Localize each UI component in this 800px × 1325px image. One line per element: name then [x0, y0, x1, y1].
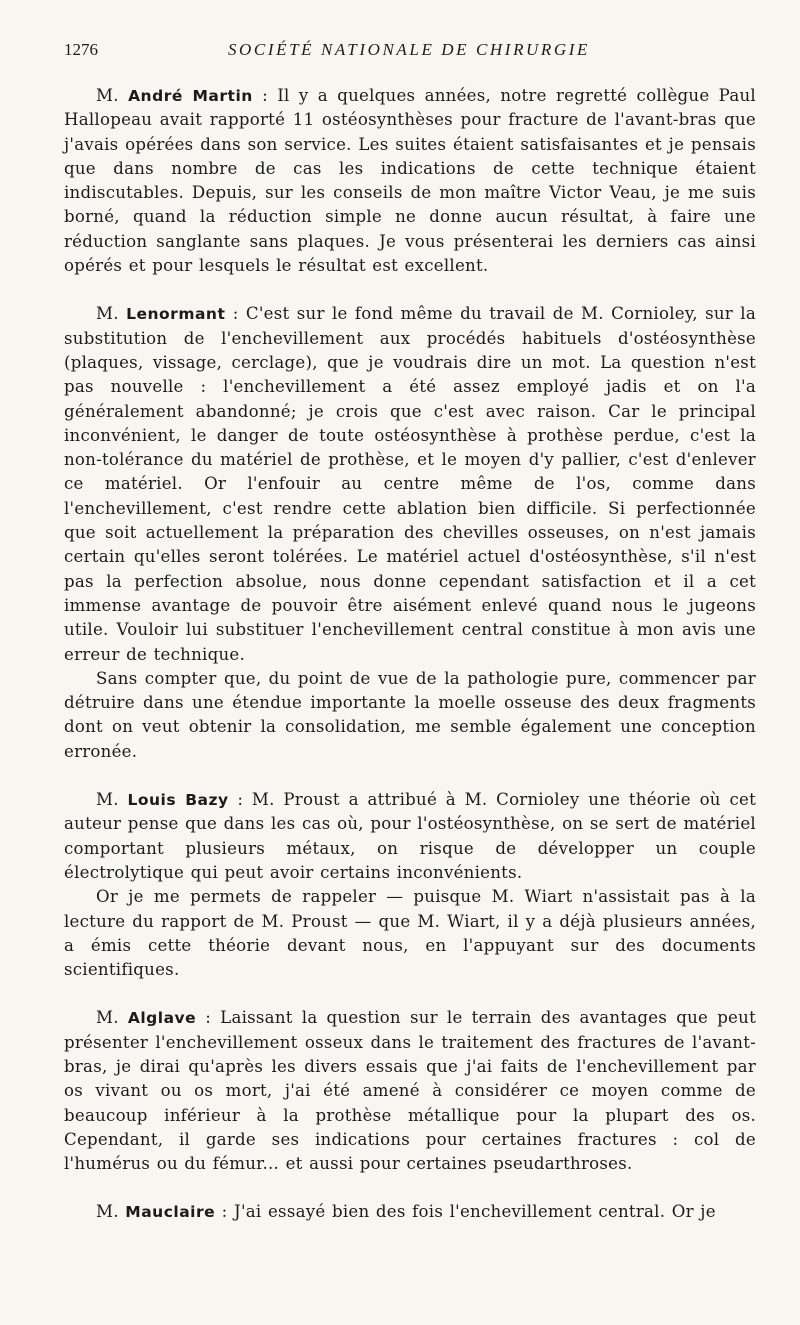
- paragraph-text: : Il y a quelques années, notre regretté collègue Paul Hallopeau avait rapporté 11 ostéosynthèses pour fracture de l'avant-bras que j'avais opérées dans son service. Les suites étaient satisfaisantes et je pensais que dans nombre de cas les indications de cette technique étaient indiscutables. Depuis, sur les conseils de mon maître Victor Veau, je me suis borné, quand la réduction simple ne donne aucun résultat, à faire une réduction sanglante sans plaques. Je vous présenterai les derniers cas ainsi opérés et pour lesquels le résultat est excellent.: [64, 86, 756, 276]
- paragraph-text: Or je me permets de rappeler — puisque M. Wiart n'assistait pas à la lecture du rapport de M. Proust — que M. Wiart, il y a déjà plusieurs années, a émis cette théorie devant nous, en l'appuyant sur des documents scientifiques.: [64, 887, 756, 980]
- paragraph-continuation: [64, 667, 756, 764]
- paragraph-alglave: [64, 1006, 756, 1176]
- running-title: SOCIÉTÉ NATIONALE DE CHIRURGIE: [227, 40, 591, 59]
- paragraph-lenormant: [64, 302, 756, 666]
- page-number: 1276: [64, 40, 98, 59]
- paragraph-text: : C'est sur le fond même du travail de M. Cornioley, sur la substitution de l'enchevillement aux procédés habituels d'ostéosynthèse (plaques, vissage, cerclage), que je voudrais dire un mot. La question n'est pas nouvelle : l'enchevillement a été assez employé jadis et on l'a généralement abandonné; je crois que c'est avec raison. Car le principal inconvénient, le danger de toute ostéosynthèse à prothèse perdue, c'est la non-tolérance du matériel de prothèse, et le moyen d'y pallier, c'est d'enlever ce matériel. Or l'enfouir au centre même de l'os, comme dans l'enchevillement, c'est rendre cette ablation bien difficile. Si perfectionnée que soit actuellement la préparation des chevilles osseuses, on n'est jamais certain qu'elles seront tolérées. Le matériel actuel d'ostéosynthèse, s'il n'est pas la perfection absolue, nous donne cependant satisfaction et il a cet immense avantage de pouvoir être aisément enlevé quand nous le jugeons utile. Vouloir lui substituer l'enchevillement central constitue à mon avis une erreur de technique.: [64, 304, 757, 664]
- speaker-name: Mauclaire: [125, 1203, 216, 1222]
- paragraph-text: : J'ai essayé bien des fois l'enchevillement central. Or je: [215, 1202, 716, 1222]
- paragraph-prefix: M.: [96, 304, 127, 324]
- paragraph-text: : M. Proust a attribué à M. Cornioley une théorie où cet auteur pense que dans les cas où, pour l'ostéosynthèse, on se sert de matériel comportant plusieurs métaux, on risque de développer un couple électrolytique qui peut avoir certains inconvénients.: [64, 790, 757, 882]
- paragraph-louis-bazy: [64, 788, 756, 885]
- paragraph-prefix: M.: [96, 1202, 126, 1222]
- document-body: [64, 84, 756, 1225]
- paragraph-text: : Laissant la question sur le terrain des avantages que peut présenter l'enchevillement osseux dans le traitement des fractures de l'avant-bras, je dirai qu'après les divers essais que j'ai faits de l'enchevillement par os vivant ou os mort, j'ai été amené à considérer ce moyen comme de beaucoup inférieur à la prothèse métallique pour la plupart des os. Cependant, il garde ses indications pour certaines fractures : col de l'humérus ou du fémur... et aussi pour certaines pseudarthroses.: [64, 1008, 756, 1174]
- paragraph-prefix: M.: [96, 790, 128, 810]
- paragraph-text: Sans compter que, du point de vue de la pathologie pure, commencer par détruire dans une étendue importante la moelle osseuse des deux fragments dont on veut obtenir la consolidation, me semble également une conception erronée.: [64, 668, 756, 761]
- paragraph-andre-martin: [64, 84, 756, 278]
- paragraph-continuation: [64, 885, 756, 982]
- speaker-name: Louis Bazy: [127, 791, 229, 810]
- paragraph-mauclaire: [64, 1200, 756, 1224]
- paragraph-prefix: M.: [96, 86, 129, 105]
- speaker-name: André Martin: [128, 87, 253, 105]
- page-header: [64, 40, 754, 66]
- paragraph-prefix: M.: [96, 1008, 128, 1028]
- speaker-name: Alglave: [127, 1009, 197, 1028]
- speaker-name: Lenormant: [126, 305, 226, 324]
